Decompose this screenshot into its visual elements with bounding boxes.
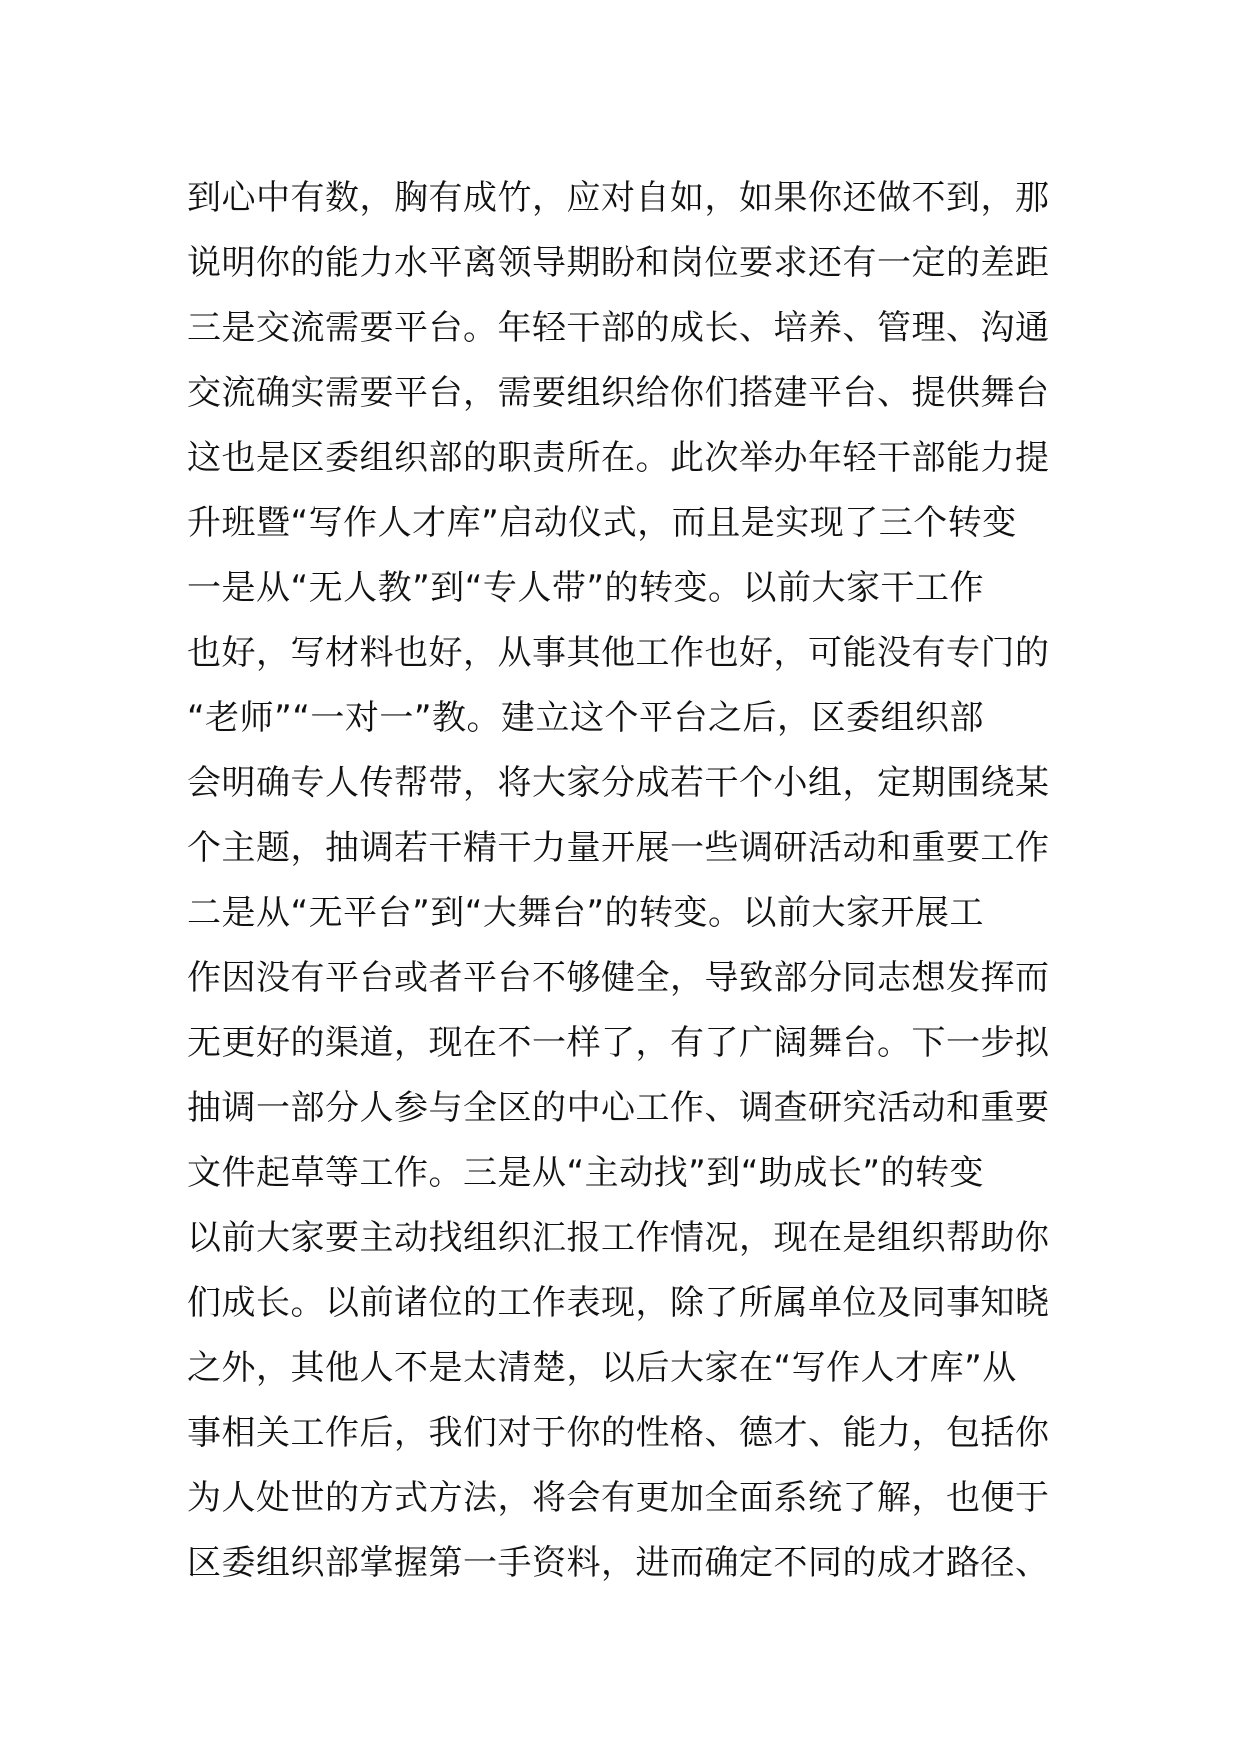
text-line: “老师”“一对一”教。建立这个平台之后，区委组织部 [187,698,984,738]
text-line: 以前大家要主动找组织汇报工作情况，现在是组织帮助你 [187,1218,1050,1258]
text-line: 三是交流需要平台。年轻干部的成长、培养、管理、沟通 [187,308,1050,348]
text-line: 个主题，抽调若干精干力量开展一些调研活动和重要工作 [187,828,1050,868]
body-text [187,166,1067,1596]
text-line: 会明确专人传帮带，将大家分成若干个小组，定期围绕某 [187,763,1050,803]
text-line: 区委组织部掌握第一手资料，进而确定不同的成才路径、 [187,1543,1050,1583]
text-line: 这也是区委组织部的职责所在。此次举办年轻干部能力提 [187,438,1050,478]
text-line: 也好，写材料也好，从事其他工作也好，可能没有专门的 [187,633,1050,673]
text-line: 到心中有数，胸有成竹，应对自如，如果你还做不到，那 [187,178,1050,218]
text-line: 抽调一部分人参与全区的中心工作、调查研究活动和重要 [187,1088,1050,1128]
text-line: 交流确实需要平台，需要组织给你们搭建平台、提供舞台 [187,373,1050,413]
text-line: 文件起草等工作。三是从“主动找”到“助成长”的转变 [187,1153,984,1193]
text-line: 无更好的渠道，现在不一样了，有了广阔舞台。下一步拟 [187,1023,1050,1063]
text-line: 一是从“无人教”到“专人带”的转变。以前大家干工作 [187,568,984,608]
text-line: 作因没有平台或者平台不够健全，导致部分同志想发挥而 [187,958,1050,998]
text-line: 为人处世的方式方法，将会有更加全面系统了解，也便于 [187,1478,1050,1518]
text-line: 说明你的能力水平离领导期盼和岗位要求还有一定的差距 [187,243,1050,283]
text-line: 之外，其他人不是太清楚，以后大家在“写作人才库”从 [187,1348,1017,1388]
text-line: 二是从“无平台”到“大舞台”的转变。以前大家开展工 [187,893,984,933]
text-line: 升班暨“写作人才库”启动仪式，而且是实现了三个转变 [187,503,1017,543]
text-line: 事相关工作后，我们对于你的性格、德才、能力，包括你 [187,1413,1050,1453]
text-line: 们成长。以前诸位的工作表现，除了所属单位及同事知晓 [187,1283,1050,1323]
